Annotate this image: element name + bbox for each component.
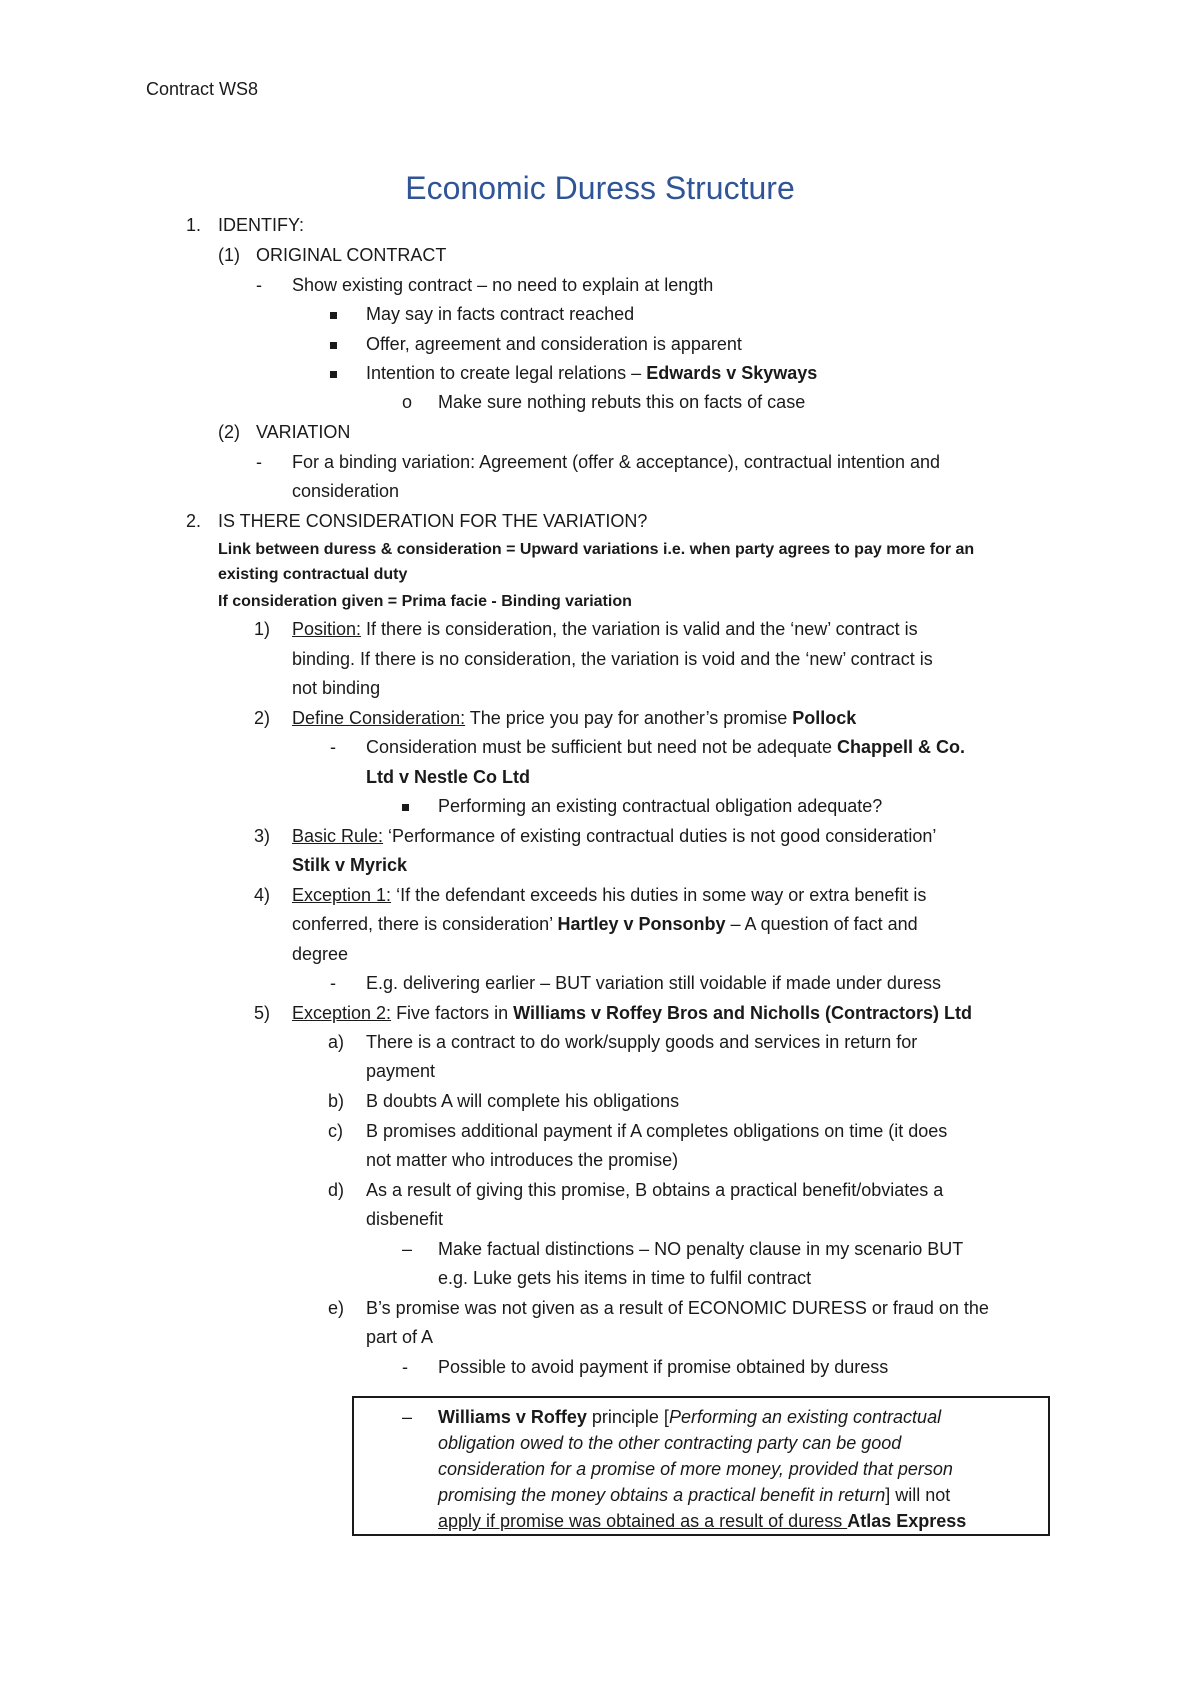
- list-item: Make factual distinctions – NO penalty clause in my scenario BUT: [438, 1239, 964, 1259]
- point-4-continuation: conferred, there is consideration’ Hartley v Ponsonby – A question of fact and: [292, 914, 918, 934]
- point-4-continuation: degree: [292, 944, 349, 964]
- dash-marker: -: [330, 973, 336, 993]
- sub-1-number: (1): [218, 245, 240, 265]
- factor-a-continuation: payment: [366, 1061, 436, 1081]
- case-name: Ltd v Nestle Co Ltd: [366, 767, 531, 787]
- case-name: Pollock: [792, 708, 857, 728]
- note-line-4: promising the money obtains a practical benefit in return] will not: [438, 1485, 951, 1505]
- note-line-2: obligation owed to the other contracting party can be good: [438, 1433, 902, 1453]
- list-item: E.g. delivering earlier – BUT variation still voidable if made under duress: [366, 973, 941, 993]
- point-5-text: Exception 2: Five factors in Williams v Roffey Bros and Nicholls (Contractors) Ltd: [292, 1003, 973, 1023]
- dash-marker: -: [256, 275, 262, 295]
- factor-e-text: B’s promise was not given as a result of ECONOMIC DURESS or fraud on the: [366, 1298, 989, 1318]
- factor-b-text: B doubts A will complete his obligations: [366, 1091, 680, 1111]
- factor-e-letter: e): [328, 1298, 345, 1318]
- document-title: Economic Duress Structure: [405, 170, 795, 206]
- note-line-3: consideration for a promise of more money, provided that person: [438, 1459, 953, 1479]
- point-1-continuation: binding. If there is no consideration, the variation is void and the ‘new’ contract is: [292, 649, 933, 669]
- point-4-text: Exception 1: ‘If the defendant exceeds his duties in some way or extra benefit is: [292, 885, 927, 905]
- square-bullet-icon: [402, 804, 409, 811]
- list-item: Intention to create legal relations – Edwards v Skyways: [366, 363, 818, 383]
- list-item-continuation: consideration: [292, 481, 400, 501]
- case-name: Williams v Roffey Bros and Nicholls (Contractors) Ltd: [513, 1003, 973, 1023]
- factor-a-letter: a): [328, 1032, 345, 1052]
- point-2-number: 2): [254, 708, 271, 728]
- section-1-number: 1.: [186, 215, 202, 235]
- factor-b-letter: b): [328, 1091, 345, 1111]
- list-item: Make sure nothing rebuts this on facts of case: [438, 392, 806, 412]
- list-item-continuation: e.g. Luke gets his items in time to fulfil contract: [438, 1268, 812, 1288]
- point-1-text: Position: If there is consideration, the variation is valid and the ‘new’ contract is: [292, 619, 918, 639]
- dash-marker: -: [256, 452, 262, 472]
- point-4-number: 4): [254, 885, 271, 905]
- point-3-text: Basic Rule: ‘Performance of existing contractual duties is not good consideration’: [292, 826, 937, 846]
- list-item: Show existing contract – no need to explain at length: [292, 275, 714, 295]
- factor-d-continuation: disbenefit: [366, 1209, 444, 1229]
- factor-a-text: There is a contract to do work/supply goods and services in return for: [366, 1032, 918, 1052]
- section-1-heading: IDENTIFY:: [218, 215, 305, 235]
- section-2-heading: IS THERE CONSIDERATION FOR THE VARIATION?: [218, 511, 648, 531]
- sub-1-heading: ORIGINAL CONTRACT: [256, 245, 447, 265]
- list-item: May say in facts contract reached: [366, 304, 635, 324]
- note-line-1: Williams v Roffey principle [Performing an existing contractual: [438, 1407, 942, 1427]
- note-line-5: apply if promise was obtained as a result of duress Atlas Express: [438, 1511, 967, 1531]
- factor-c-text: B promises additional payment if A completes obligations on time (it does: [366, 1121, 948, 1141]
- case-name: Chappell & Co.: [837, 737, 966, 757]
- list-item: Performing an existing contractual obligation adequate?: [438, 796, 883, 816]
- link-note-continuation: existing contractual duty: [218, 566, 408, 583]
- square-bullet-icon: [330, 342, 337, 349]
- factor-c-continuation: not matter who introduces the promise): [366, 1150, 679, 1170]
- list-item: Offer, agreement and consideration is apparent: [366, 334, 742, 354]
- list-item: Consideration must be sufficient but need not be adequate Chappell & Co.: [366, 737, 966, 757]
- point-3-number: 3): [254, 826, 271, 846]
- factor-e-continuation: part of A: [366, 1327, 434, 1347]
- list-item: Possible to avoid payment if promise obtained by duress: [438, 1357, 889, 1377]
- point-1-continuation: not binding: [292, 678, 381, 698]
- sub-2-number: (2): [218, 422, 240, 442]
- list-item: For a binding variation: Agreement (offer & acceptance), contractual intention and: [292, 452, 941, 472]
- case-name: Edwards v Skyways: [646, 363, 818, 383]
- section-2-number: 2.: [186, 511, 202, 531]
- factor-d-letter: d): [328, 1180, 345, 1200]
- case-name: Atlas Express: [847, 1511, 967, 1531]
- sub-2-heading: VARIATION: [256, 422, 351, 442]
- square-bullet-icon: [330, 312, 337, 319]
- dash-marker: –: [402, 1407, 413, 1427]
- dash-marker: -: [402, 1357, 408, 1377]
- dash-marker: -: [330, 737, 336, 757]
- case-name: Hartley v Ponsonby: [557, 914, 726, 934]
- point-5-number: 5): [254, 1003, 271, 1023]
- point-2-text: Define Consideration: The price you pay for another’s promise Pollock: [292, 708, 857, 728]
- point-1-number: 1): [254, 619, 271, 639]
- circle-bullet-icon: o: [402, 392, 413, 412]
- case-name: Stilk v Myrick: [292, 855, 408, 875]
- case-name: Williams v Roffey: [438, 1407, 587, 1427]
- factor-d-text: As a result of giving this promise, B obtains a practical benefit/obviates a: [366, 1180, 944, 1200]
- consideration-note: If consideration given = Prima facie - Binding variation: [218, 593, 632, 610]
- factor-c-letter: c): [328, 1121, 343, 1141]
- square-bullet-icon: [330, 371, 337, 378]
- dash-marker: –: [402, 1239, 413, 1259]
- page-header: Contract WS8: [146, 79, 259, 99]
- link-note: Link between duress & consideration = Upward variations i.e. when party agrees to pay more for an: [218, 541, 975, 558]
